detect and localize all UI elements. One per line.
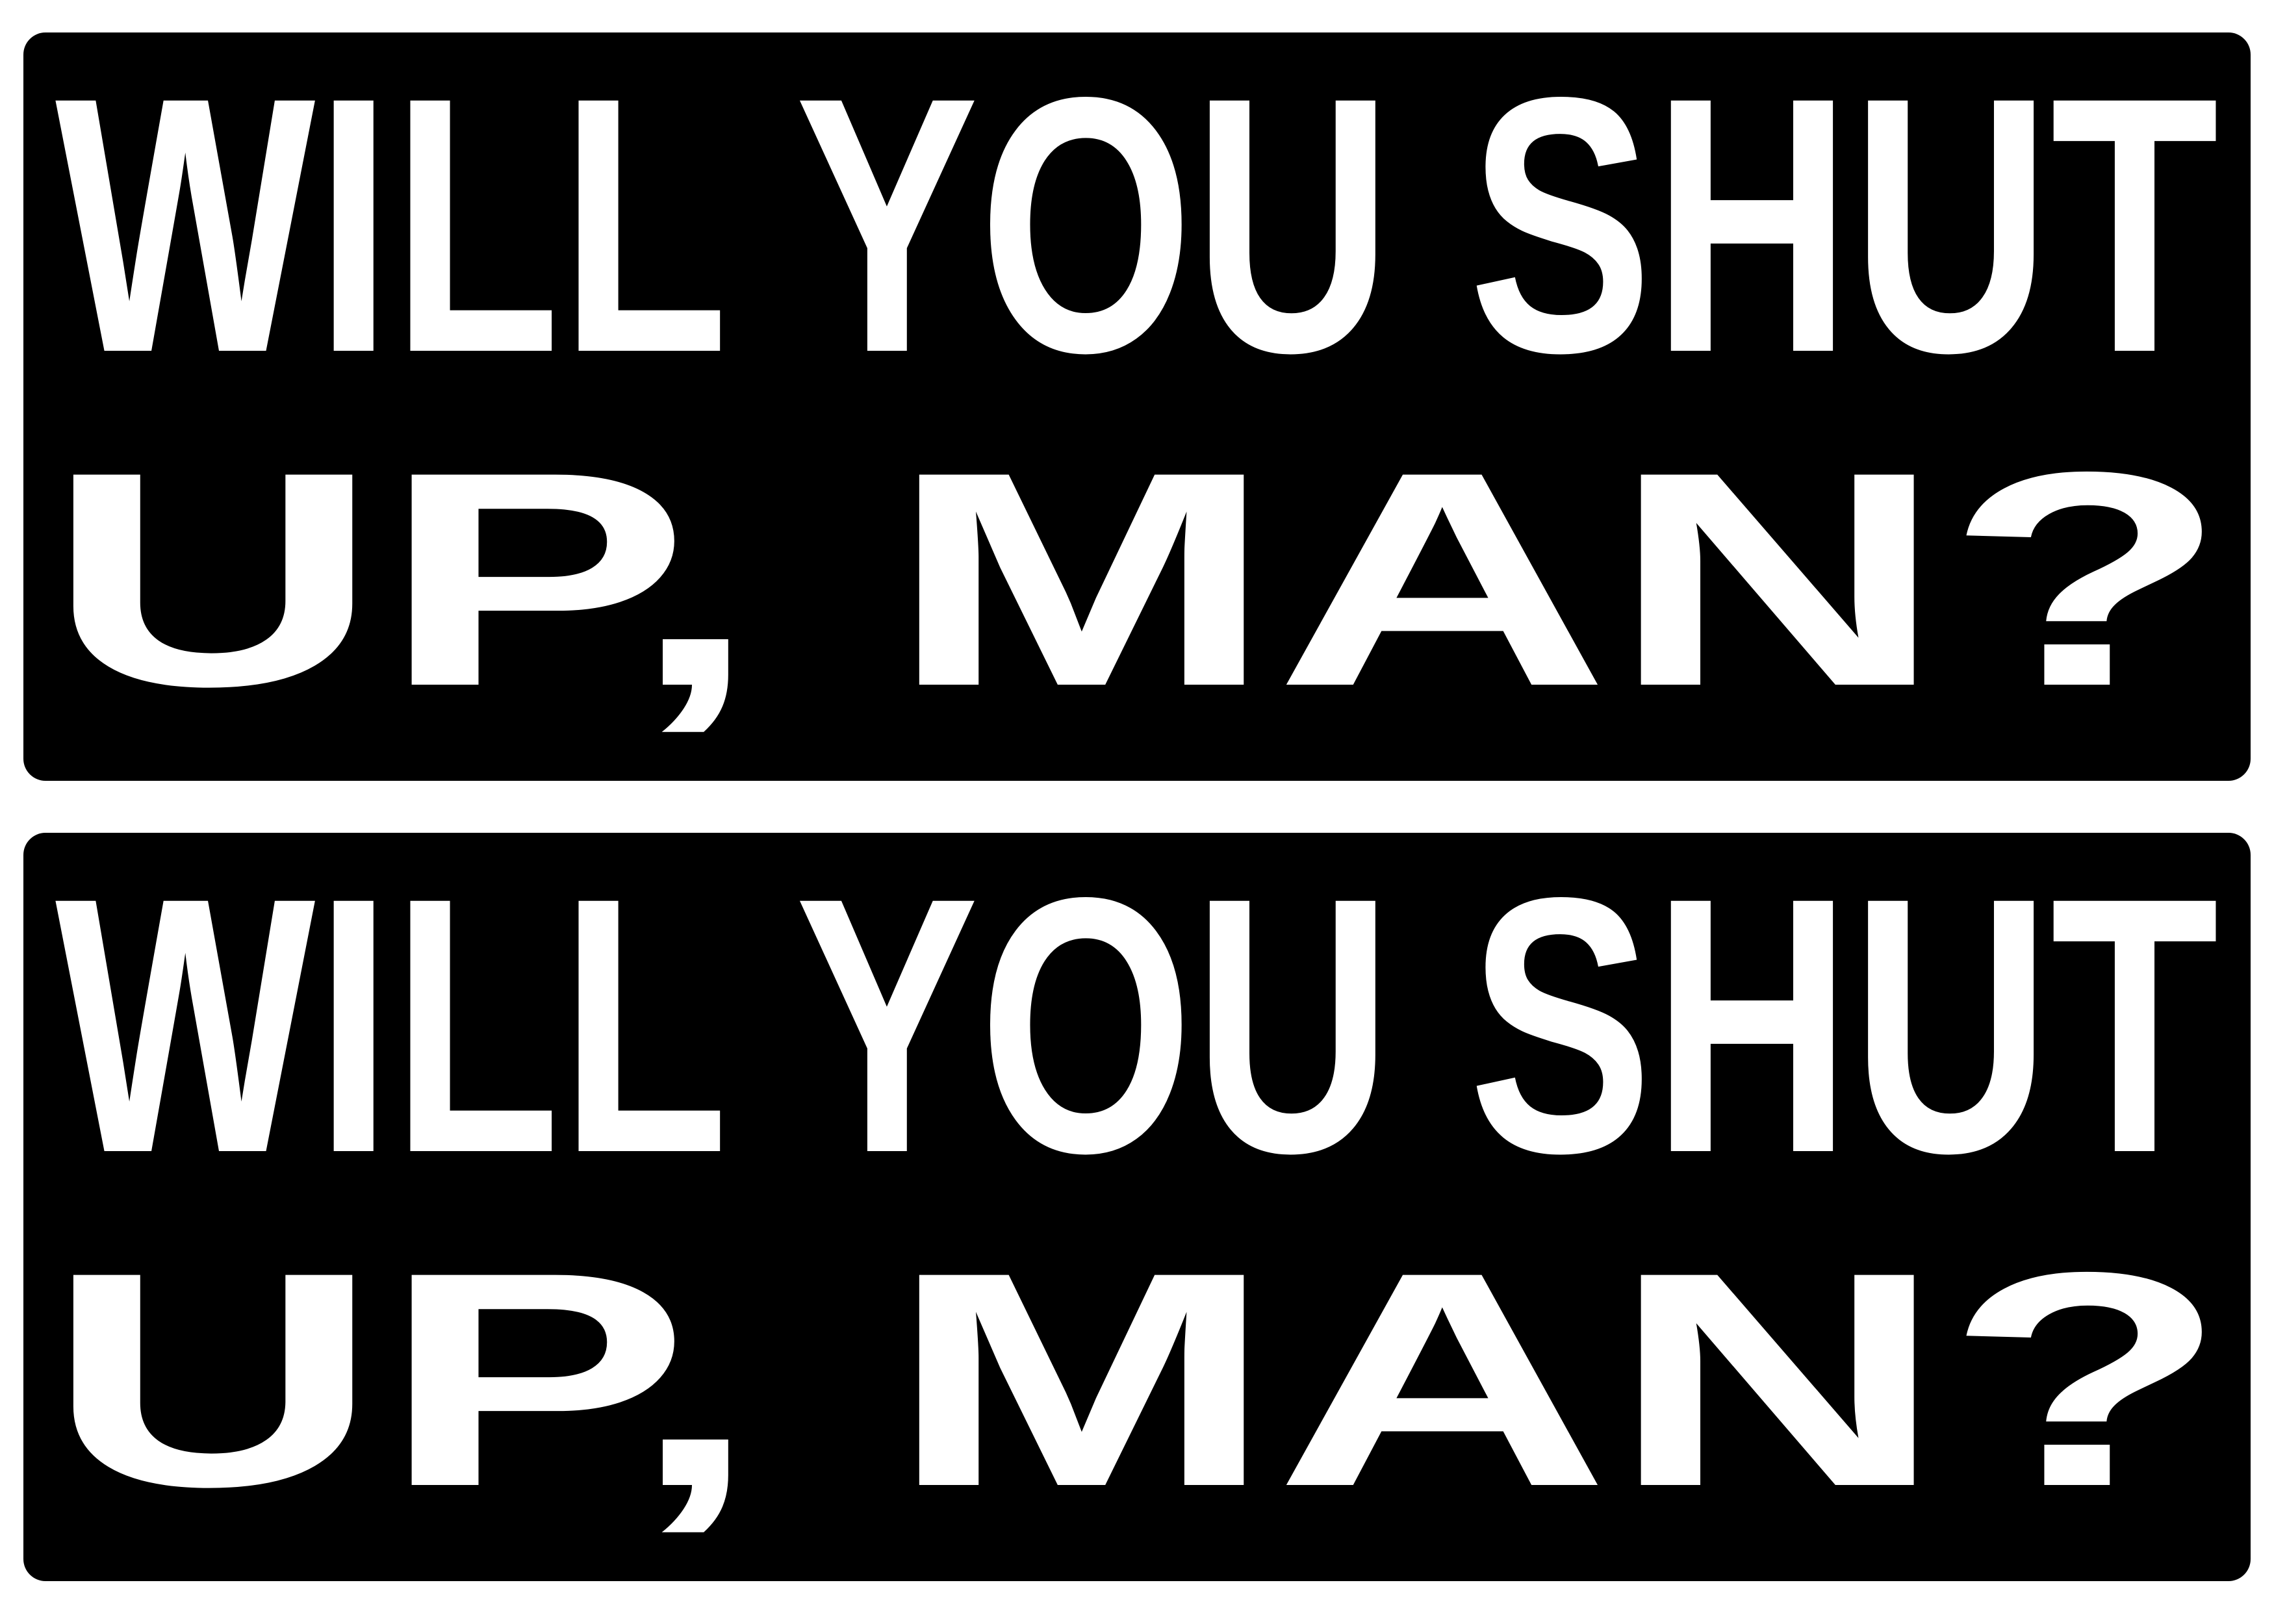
sticker-line-2 [23, 409, 2251, 750]
sticker-line-2-svg [23, 409, 2251, 750]
sticker-line-1-svg [23, 32, 2251, 428]
sticker-top [23, 32, 2251, 781]
sticker-line-2-text: UP, MAN? [45, 1209, 2229, 1550]
sticker-line-1-text: WILL YOU SHUT [55, 32, 2219, 428]
sticker-line-1-text: WILL YOU SHUT [55, 833, 2219, 1228]
sticker-line-1-svg [23, 833, 2251, 1228]
sticker-bottom [23, 833, 2251, 1581]
sticker-line-2-svg [23, 1209, 2251, 1550]
sticker-line-2 [23, 1209, 2251, 1550]
sticker-line-1 [23, 833, 2251, 1228]
sticker-line-1 [23, 32, 2251, 428]
sticker-line-2-text: UP, MAN? [45, 409, 2229, 750]
